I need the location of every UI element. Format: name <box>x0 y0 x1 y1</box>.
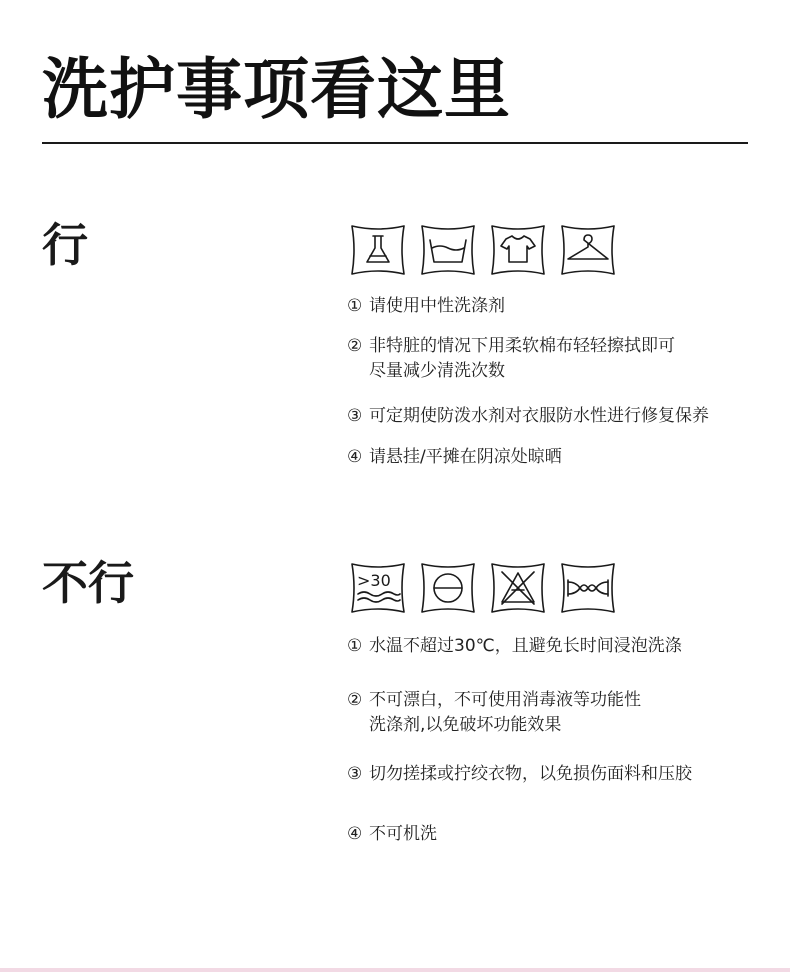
item-text: 请使用中性洗涤剂 <box>369 296 505 316</box>
list-item <box>347 762 692 787</box>
item-text: 切勿搓揉或拧绞衣物，以免损伤面料和压胶 <box>369 764 692 784</box>
item-text: 不可机洗 <box>369 824 437 844</box>
item-number: ④ <box>347 824 363 844</box>
dont-section-heading: 不行 <box>42 556 134 610</box>
item-number: ④ <box>347 447 363 467</box>
shirt-icon <box>490 224 546 276</box>
flask-icon <box>350 224 406 276</box>
list-item <box>347 822 437 847</box>
no-tumble-dry-icon <box>420 562 476 614</box>
item-number: ① <box>347 636 363 656</box>
do-section-heading: 行 <box>42 218 88 272</box>
item-number: ② <box>347 336 363 356</box>
item-text: 可定期使防泼水剂对衣服防水性进行修复保养 <box>369 406 709 426</box>
wash-30-icon <box>350 562 406 614</box>
list-item <box>347 688 641 738</box>
list-item <box>347 334 675 384</box>
item-text-continued: 洗涤剂,以免破坏功能效果 <box>369 715 562 735</box>
list-item <box>347 294 505 319</box>
item-text: 水温不超过30℃，且避免长时间浸泡洗涤 <box>369 636 682 656</box>
list-item <box>347 404 709 429</box>
do-icon-row <box>350 224 616 276</box>
item-number: ② <box>347 690 363 710</box>
item-text-continued: 尽量减少清洗次数 <box>369 361 505 381</box>
item-text: 请悬挂/平摊在阴凉处晾晒 <box>369 447 562 467</box>
item-number: ③ <box>347 406 363 426</box>
basin-icon <box>420 224 476 276</box>
item-number: ① <box>347 296 363 316</box>
no-wring-icon <box>560 562 616 614</box>
list-item <box>347 634 682 659</box>
dont-icon-row <box>350 562 616 614</box>
bottom-strip <box>0 968 790 972</box>
page-title: 洗护事项看这里 <box>42 51 511 128</box>
wash-temp-label: >30 <box>357 571 391 590</box>
title-divider <box>42 142 748 144</box>
item-text: 非特脏的情况下用柔软棉布轻轻擦拭即可 <box>369 336 675 356</box>
item-text: 不可漂白，不可使用消毒液等功能性 <box>369 690 641 710</box>
item-number: ③ <box>347 764 363 784</box>
no-bleach-icon <box>490 562 546 614</box>
hanger-icon <box>560 224 616 276</box>
list-item <box>347 445 562 470</box>
